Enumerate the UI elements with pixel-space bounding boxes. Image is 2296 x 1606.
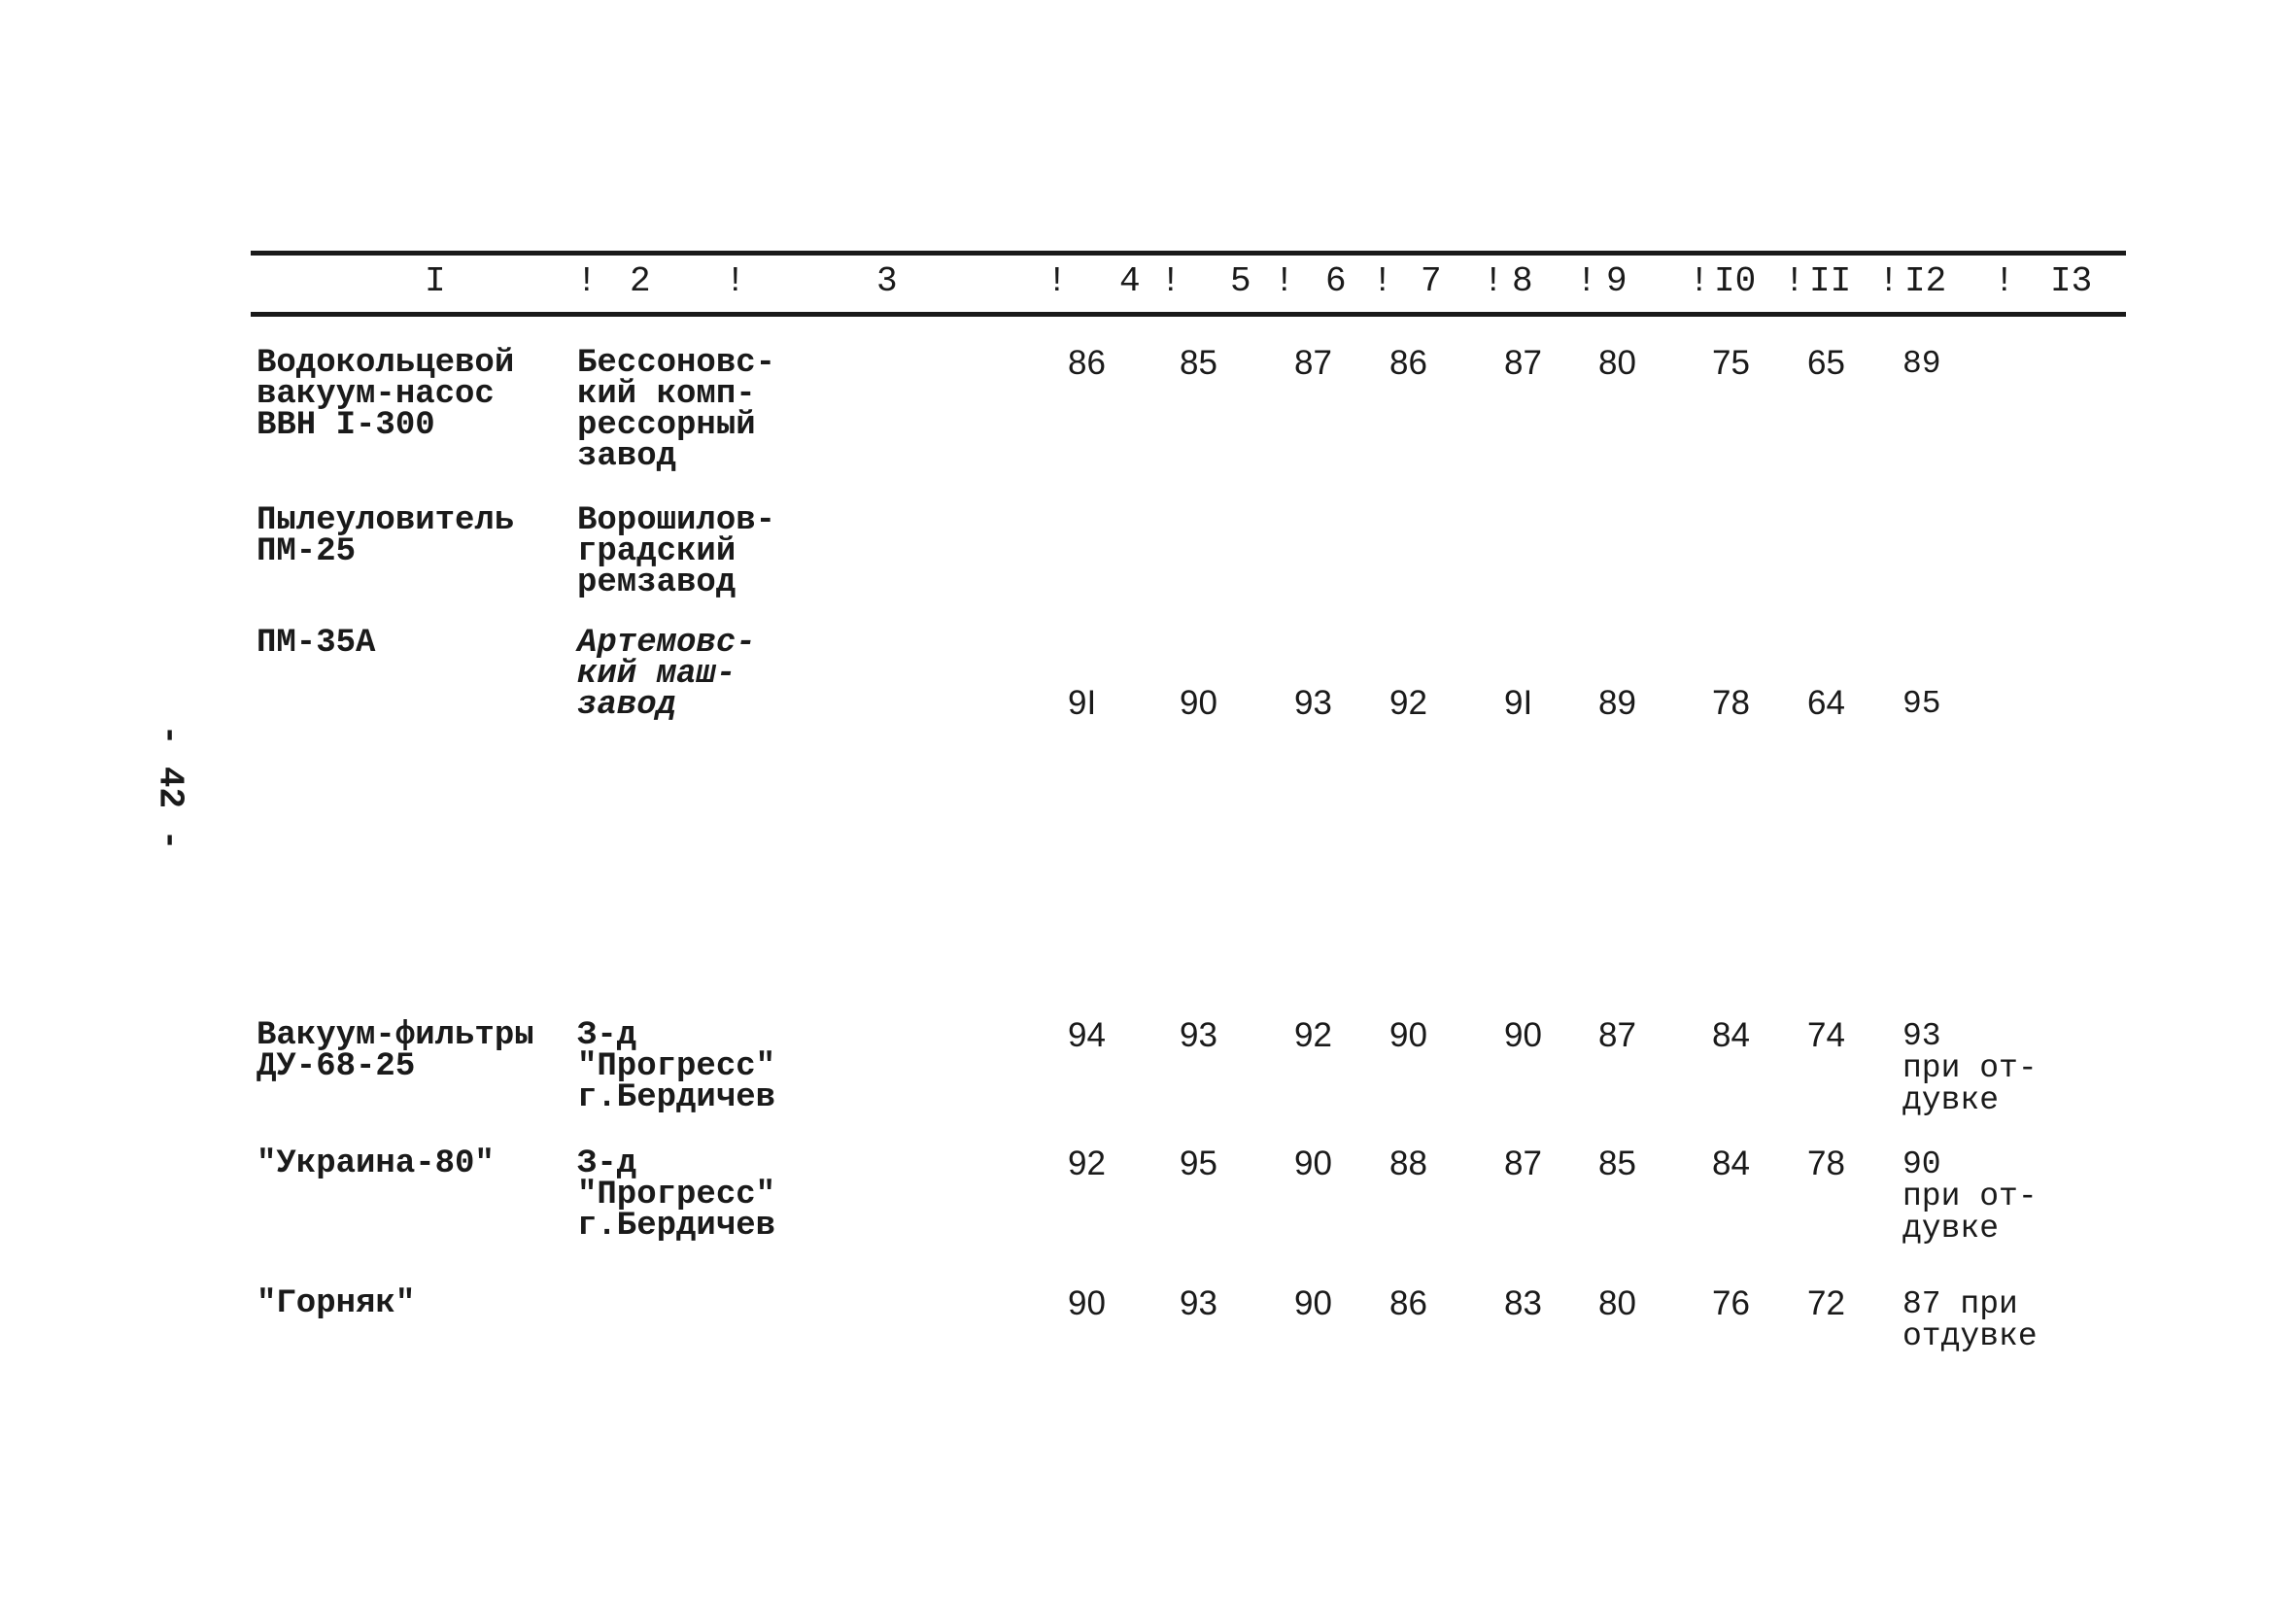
value-col-12: 93 при от- дувке bbox=[1902, 1018, 2038, 1118]
value-col-5: 93 bbox=[1180, 1284, 1217, 1322]
equipment-name: Пылеуловитель ПМ-25 bbox=[257, 502, 515, 570]
value-col-11: 78 bbox=[1807, 1145, 1845, 1182]
value-col-4: 94 bbox=[1068, 1016, 1106, 1054]
header-col-12: I2 bbox=[1904, 261, 1947, 301]
header-separator: ! bbox=[1576, 261, 1597, 301]
header-separator: ! bbox=[1046, 261, 1068, 301]
value-col-5: 90 bbox=[1180, 684, 1217, 722]
value-col-7: 90 bbox=[1389, 1016, 1427, 1054]
value-col-8: 9I bbox=[1504, 684, 1533, 722]
header-separator: ! bbox=[1878, 261, 1900, 301]
value-col-7: 86 bbox=[1389, 1284, 1427, 1322]
header-col-2: 2 bbox=[630, 261, 651, 301]
value-col-9: 89 bbox=[1598, 684, 1636, 722]
header-col-8: 8 bbox=[1512, 261, 1533, 301]
value-col-6: 87 bbox=[1294, 344, 1332, 382]
value-col-4: 86 bbox=[1068, 344, 1106, 382]
value-col-6: 92 bbox=[1294, 1016, 1332, 1054]
manufacturer: З-д "Прогресс" г.Бердичев bbox=[577, 1017, 776, 1116]
header-separator: ! bbox=[576, 261, 598, 301]
manufacturer: Бессоновс- кий комп- рессорный завод bbox=[577, 345, 776, 475]
value-col-4: 9I bbox=[1068, 684, 1097, 722]
value-col-5: 85 bbox=[1180, 344, 1217, 382]
header-col-1: I bbox=[425, 261, 446, 301]
header-separator: ! bbox=[1160, 261, 1182, 301]
value-col-11: 65 bbox=[1807, 344, 1845, 382]
header-separator: ! bbox=[1274, 261, 1295, 301]
header-col-9: 9 bbox=[1606, 261, 1628, 301]
value-col-11: 72 bbox=[1807, 1284, 1845, 1322]
value-col-10: 84 bbox=[1712, 1016, 1750, 1054]
value-col-4: 92 bbox=[1068, 1145, 1106, 1182]
value-col-4: 90 bbox=[1068, 1284, 1106, 1322]
equipment-name: ПМ-35А bbox=[257, 625, 376, 662]
equipment-name: "Украина-80" bbox=[257, 1145, 495, 1182]
header-col-13: I3 bbox=[2050, 261, 2093, 301]
page-number: - 42 - bbox=[150, 724, 190, 850]
header-col-7: 7 bbox=[1421, 261, 1442, 301]
value-col-9: 80 bbox=[1598, 344, 1636, 382]
header-separator: ! bbox=[725, 261, 746, 301]
table-top-rule bbox=[251, 251, 2126, 256]
header-separator: ! bbox=[1784, 261, 1805, 301]
value-col-12: 95 bbox=[1902, 686, 1941, 722]
value-col-6: 90 bbox=[1294, 1284, 1332, 1322]
header-separator: ! bbox=[1372, 261, 1393, 301]
value-col-6: 90 bbox=[1294, 1145, 1332, 1182]
manufacturer: Артемовс- кий маш- завод bbox=[577, 625, 756, 724]
value-col-12: 90 при от- дувке bbox=[1902, 1146, 2038, 1247]
value-col-8: 90 bbox=[1504, 1016, 1542, 1054]
header-col-11: II bbox=[1809, 261, 1852, 301]
equipment-name: "Горняк" bbox=[257, 1285, 416, 1322]
header-col-10: I0 bbox=[1714, 261, 1757, 301]
value-col-10: 76 bbox=[1712, 1284, 1750, 1322]
value-col-11: 74 bbox=[1807, 1016, 1845, 1054]
header-col-4: 4 bbox=[1119, 261, 1141, 301]
equipment-name: Вакуум-фильтры ДУ-68-25 bbox=[257, 1017, 534, 1085]
manufacturer: З-д "Прогресс" г.Бердичев bbox=[577, 1145, 776, 1245]
value-col-6: 93 bbox=[1294, 684, 1332, 722]
value-col-9: 87 bbox=[1598, 1016, 1636, 1054]
value-col-11: 64 bbox=[1807, 684, 1845, 722]
value-col-9: 85 bbox=[1598, 1145, 1636, 1182]
value-col-12: 89 bbox=[1902, 346, 1941, 382]
table-header-rule bbox=[251, 312, 2126, 317]
header-col-5: 5 bbox=[1230, 261, 1251, 301]
value-col-10: 84 bbox=[1712, 1145, 1750, 1182]
value-col-9: 80 bbox=[1598, 1284, 1636, 1322]
value-col-8: 83 bbox=[1504, 1284, 1542, 1322]
value-col-7: 86 bbox=[1389, 344, 1427, 382]
header-separator: ! bbox=[1689, 261, 1710, 301]
value-col-10: 78 bbox=[1712, 684, 1750, 722]
value-col-5: 95 bbox=[1180, 1145, 1217, 1182]
value-col-10: 75 bbox=[1712, 344, 1750, 382]
manufacturer: Ворошилов- градский ремзавод bbox=[577, 502, 776, 601]
value-col-5: 93 bbox=[1180, 1016, 1217, 1054]
value-col-8: 87 bbox=[1504, 344, 1542, 382]
header-separator: ! bbox=[1483, 261, 1504, 301]
value-col-7: 88 bbox=[1389, 1145, 1427, 1182]
equipment-name: Водокольцевой вакуум-насос ВВН I-300 bbox=[257, 345, 515, 444]
value-col-7: 92 bbox=[1389, 684, 1427, 722]
header-separator: ! bbox=[1994, 261, 2015, 301]
value-col-12: 87 при отдувке bbox=[1902, 1286, 2038, 1354]
header-col-6: 6 bbox=[1325, 261, 1347, 301]
header-col-3: 3 bbox=[876, 261, 898, 301]
value-col-8: 87 bbox=[1504, 1145, 1542, 1182]
